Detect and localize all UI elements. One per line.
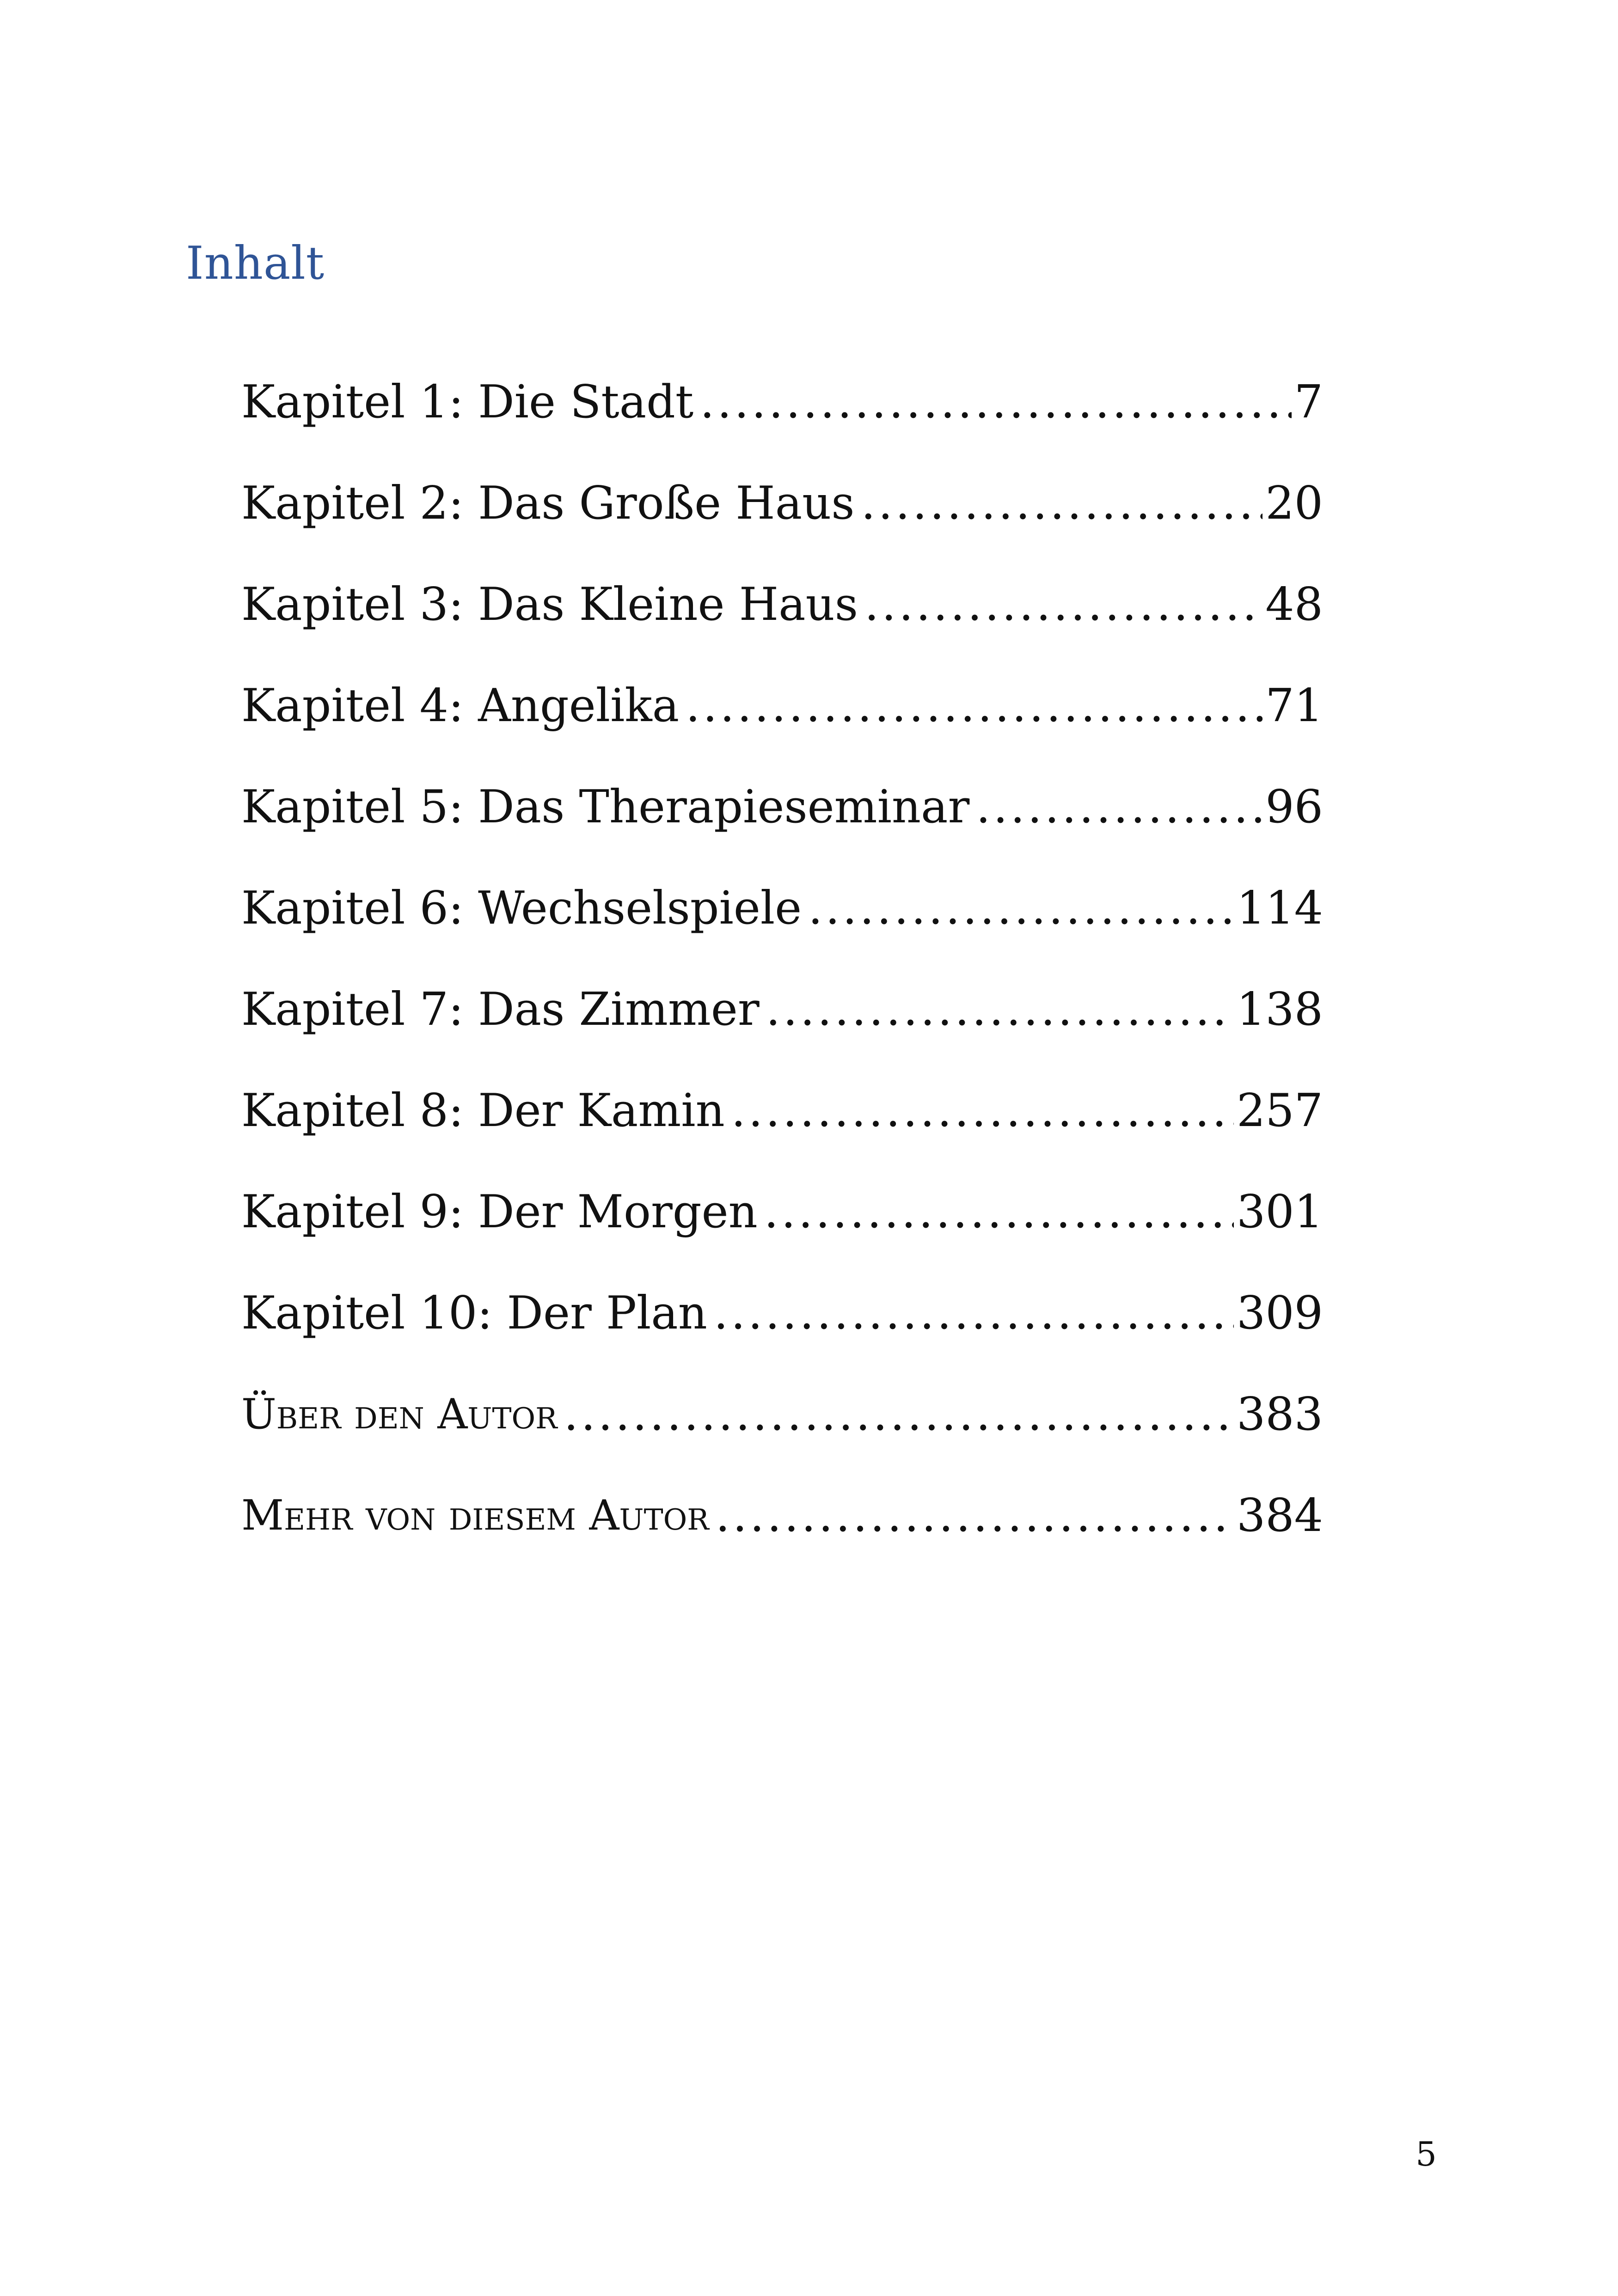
toc-dot-leader bbox=[976, 775, 1263, 839]
toc-heading: Inhalt bbox=[186, 237, 325, 290]
toc-entry-chapter-5[interactable] bbox=[241, 775, 1323, 876]
toc-entry-title: Mehr von diesem Autor bbox=[241, 1491, 709, 1540]
toc-entry-page: 114 bbox=[1236, 882, 1323, 935]
toc-dot-leader bbox=[808, 876, 1234, 941]
toc-dot-leader bbox=[864, 572, 1263, 637]
toc-entry-about-author[interactable] bbox=[241, 1382, 1323, 1483]
toc-entry-title: Kapitel 6: Wechselspiele bbox=[241, 882, 802, 935]
toc-entry-chapter-3[interactable] bbox=[241, 572, 1323, 673]
toc-dot-leader bbox=[564, 1382, 1234, 1447]
toc-entry-chapter-6[interactable] bbox=[241, 876, 1323, 977]
toc-entry-page: 138 bbox=[1236, 983, 1323, 1036]
toc-entry-page: 383 bbox=[1236, 1388, 1323, 1441]
toc-entry-page: 71 bbox=[1265, 680, 1323, 732]
toc-entry-title: Über den Autor bbox=[241, 1390, 558, 1439]
toc-entry-page: 257 bbox=[1236, 1084, 1323, 1137]
toc-entry-chapter-4[interactable] bbox=[241, 673, 1323, 775]
table-of-contents bbox=[241, 370, 1323, 1585]
toc-entry-more-by-author[interactable] bbox=[241, 1483, 1323, 1585]
toc-entry-chapter-9[interactable] bbox=[241, 1180, 1323, 1281]
toc-dot-leader bbox=[861, 471, 1263, 536]
toc-entry-page: 20 bbox=[1265, 477, 1323, 530]
toc-entry-title: Kapitel 2: Das Große Haus bbox=[241, 477, 855, 530]
toc-entry-chapter-1[interactable] bbox=[241, 370, 1323, 471]
toc-entry-title: Kapitel 10: Der Plan bbox=[241, 1287, 707, 1340]
toc-entry-page: 48 bbox=[1265, 578, 1323, 631]
toc-dot-leader bbox=[766, 977, 1234, 1042]
toc-entry-chapter-10[interactable] bbox=[241, 1281, 1323, 1382]
toc-entry-title: Kapitel 5: Das Therapieseminar bbox=[241, 781, 970, 833]
toc-dot-leader bbox=[686, 673, 1263, 738]
toc-entry-chapter-2[interactable] bbox=[241, 471, 1323, 572]
toc-entry-chapter-7[interactable] bbox=[241, 977, 1323, 1078]
toc-entry-page: 7 bbox=[1294, 376, 1323, 429]
toc-dot-leader bbox=[731, 1078, 1234, 1143]
page-number: 5 bbox=[1416, 2135, 1437, 2174]
toc-dot-leader bbox=[700, 370, 1291, 435]
toc-entry-chapter-8[interactable] bbox=[241, 1078, 1323, 1180]
toc-dot-leader bbox=[764, 1180, 1234, 1244]
toc-entry-page: 309 bbox=[1236, 1287, 1323, 1340]
toc-entry-title: Kapitel 7: Das Zimmer bbox=[241, 983, 760, 1036]
toc-dot-leader bbox=[716, 1483, 1234, 1548]
toc-dot-leader bbox=[714, 1281, 1234, 1346]
toc-entry-title: Kapitel 8: Der Kamin bbox=[241, 1084, 725, 1137]
toc-entry-page: 96 bbox=[1265, 781, 1323, 833]
toc-entry-title: Kapitel 9: Der Morgen bbox=[241, 1186, 758, 1238]
toc-entry-page: 384 bbox=[1236, 1489, 1323, 1542]
toc-entry-page: 301 bbox=[1236, 1186, 1323, 1238]
toc-entry-title: Kapitel 1: Die Stadt bbox=[241, 376, 694, 429]
toc-entry-title: Kapitel 4: Angelika bbox=[241, 680, 680, 732]
toc-entry-title: Kapitel 3: Das Kleine Haus bbox=[241, 578, 858, 631]
